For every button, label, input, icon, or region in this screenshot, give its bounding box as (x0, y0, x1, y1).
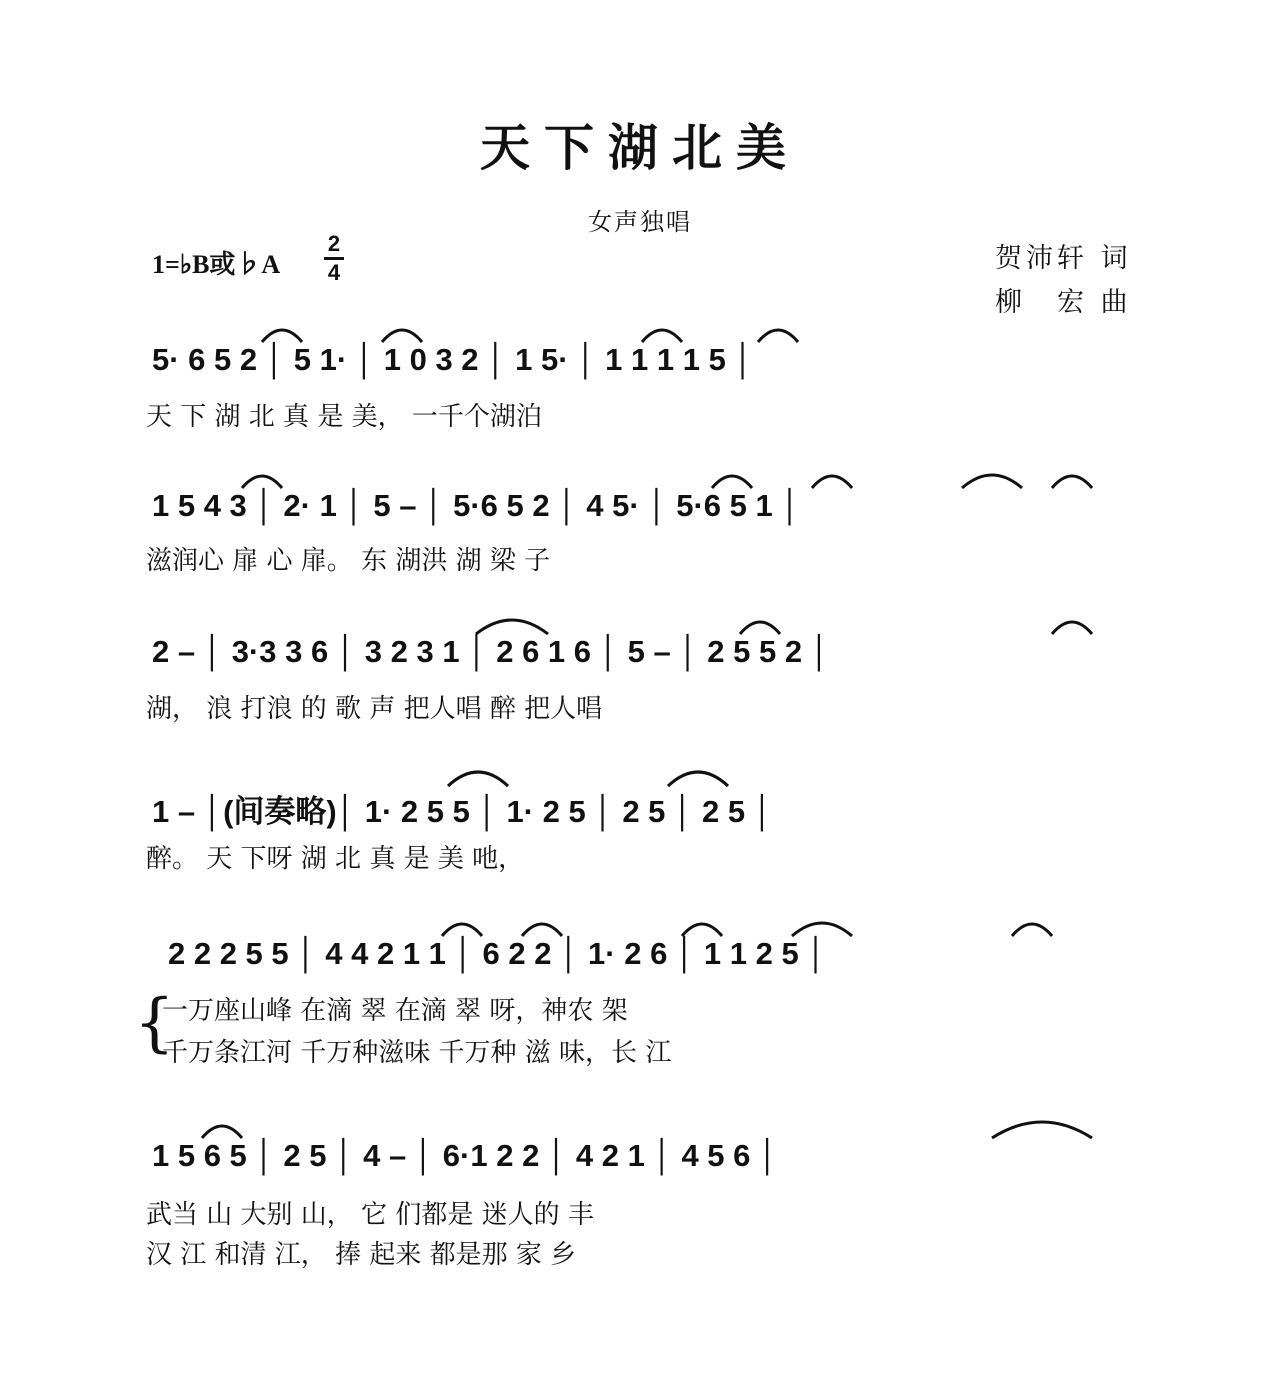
slur (382, 330, 422, 342)
time-signature-bottom: 4 (327, 260, 341, 285)
notation-row-1: 5· 6 5 2 │ 5 1· │ 1 0 3 2 │ 1 5· │ 1 1 1 1 5 │ (152, 342, 754, 377)
slur (712, 476, 752, 488)
slur (1052, 476, 1092, 488)
composer-credit: 柳 宏 曲 (995, 287, 1132, 318)
verse-brace: { (134, 986, 175, 1060)
slur (448, 772, 508, 786)
lyricist-credit: 贺沛轩 词 (995, 243, 1132, 274)
notation-row-6: 1 5 6 5 │ 2 5 │ 4 – │ 6·1 2 2 │ 4 2 1 │ 4 5 6 │ (152, 1138, 779, 1173)
lyrics-row-2: 滋润心 扉 心 扉。 东 湖洪 湖 梁 子 (146, 546, 551, 576)
lyrics-row-3: 湖， 浪 打浪 的 歌 声 把人唱 醉 把人唱 (146, 694, 603, 724)
performance-type: 女声独唱 (588, 208, 692, 236)
lyrics-row-4: 醉。 天 下呀 湖 北 真 是 美 吔， (146, 844, 525, 874)
notation-row-2: 1 5 4 3 │ 2· 1 │ 5 – │ 5·6 5 2 │ 4 5· │ 5·6 5 1 │ (152, 488, 801, 523)
slur (1012, 924, 1052, 936)
slur (962, 475, 1022, 488)
slur (682, 924, 722, 936)
slur (242, 476, 282, 488)
lyrics-row-6-verse-1: 武当 山 大别 山， 它 们都是 迷人的 丰 (146, 1200, 594, 1230)
slur (1052, 622, 1092, 634)
notation-row-3: 2 – │ 3·3 3 6 │ 3 2 3 1 │ 2 6 1 6 │ 5 – │ 2 5 5 2 │ (152, 634, 831, 669)
slur (812, 476, 852, 488)
notation-row-4: 1 – │(间奏略)│ 1· 2 5 5 │ 1· 2 5 │ 2 5 │ 2 5 │ (152, 794, 774, 829)
slur (668, 772, 728, 786)
lyrics-row-5-verse-2: 千万条江河 千万种滋味 千万种 滋 味，长 江 (162, 1038, 672, 1068)
slur (792, 923, 852, 936)
lyrics-row-6-verse-2: 汉 江 和清 江， 捧 起来 都是那 家 乡 (146, 1240, 577, 1270)
key-signature: 1=♭B或♭A (152, 250, 281, 279)
slur (476, 620, 548, 634)
slur (992, 1122, 1092, 1138)
lyrics-row-5-verse-1: 一万座山峰 在滴 翠 在滴 翠 呀，神农 架 (162, 996, 628, 1026)
lyrics-row-1: 天 下 湖 北 真 是 美， 一千个湖泊 (146, 402, 542, 432)
slur (262, 330, 302, 342)
slur (642, 330, 682, 342)
notation-row-5: 2 2 2 5 5 │ 4 4 2 1 1 │ 6 2 2 │ 1· 2 6 │ 1 1 2 5 │ (168, 936, 827, 971)
slur (442, 924, 482, 936)
song-title: 天下湖北美 (480, 119, 800, 177)
slur (522, 924, 562, 936)
slur (758, 330, 798, 342)
slur (740, 622, 780, 634)
time-signature-top: 2 (327, 231, 341, 256)
slur (202, 1126, 242, 1138)
